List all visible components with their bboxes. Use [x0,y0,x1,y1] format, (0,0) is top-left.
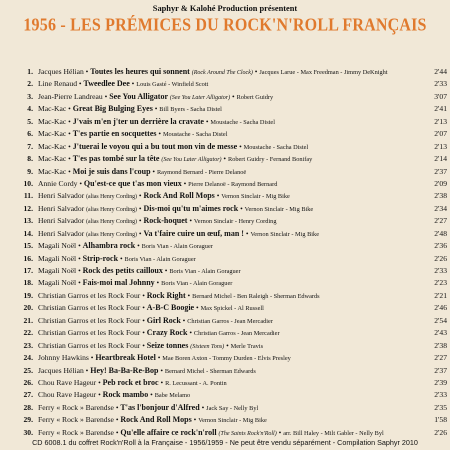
track-row [5,302,447,314]
track-authors: Moustache - Sacha Distel [162,131,228,139]
track-duration: 2'39 [434,377,447,387]
track-number: 16. [23,253,33,263]
track-number: 10. [23,178,33,188]
track-number: 20. [23,303,33,313]
track-number: 27. [23,390,33,400]
track-title: Rock And Roll Mops [143,191,215,201]
track-artist: Jean-Pierre Landreau [38,91,103,101]
track-artist: Annie Cordy [38,178,78,188]
track-duration: 2'38 [434,191,447,201]
track-title: Alhambra rock [82,241,136,251]
track-title: Tweedlee Dee [83,79,130,89]
track-info: Johnny Hawkins • Heartbreak Hotel • Mae Boren Axton - Tommy Durden - Elvis Presley [38,353,291,363]
track-authors: Vernon Sinclair - Henry Cording [193,218,277,226]
track-artist: Henri Salvador [38,191,85,201]
track-info: Jacques Hélian • Hey! Ba-Ba-Re-Bop • Bernard Michel - Sherman Edwards [38,365,256,375]
artist-alias: (alias Henry Cording) [86,194,137,201]
track-number: 8. [27,154,33,164]
artist-alias: (alias Henry Cording) [86,231,137,238]
track-duration: 2'26 [434,427,447,437]
track-authors: R. Lecussant - A. Pontin [165,379,227,387]
track-title: Crazy Rock [146,328,188,338]
track-artist: Jacques Hélian [38,365,84,375]
track-number: 21. [23,315,33,325]
track-row [5,203,447,215]
track-row [5,215,447,227]
track-info: Ferry « Rock » Barendse • T'as l'bonjour d'Alfred • Jack Say - Nelly Byl [38,402,259,412]
track-row [5,365,447,377]
track-row [5,277,447,289]
track-title: Strip-rock [82,253,119,263]
track-authors: Moustache - Sacha Distel [243,143,309,151]
track-authors: Vernon Sinclair - Mig Bike [221,193,290,201]
track-number: 15. [23,241,33,251]
track-duration: 3'07 [434,91,447,101]
track-info: Christian Garros et les Rock Four • A-B-C Boogie • Max Spickel - Al Russell [38,303,264,313]
track-row [5,377,447,389]
track-authors: Vernon Sinclair - Mig Bike [244,205,314,213]
track-artist: Henri Salvador [38,216,85,226]
track-authors: Bernard Michel - Sherman Edwards [164,367,256,375]
track-number: 13. [23,216,33,226]
original-title: (See You Later Alligator) [169,94,231,101]
track-info: Christian Garros et les Rock Four • Seize tonnes (Sixteen Tons) • Merle Travis [38,340,264,350]
track-duration: 2'26 [434,253,447,263]
track-info: Mac-Kac • J'vais m'en j'ter un derrière la cravate • Moustache - Sacha Distel [38,116,275,126]
track-number: 17. [23,266,33,275]
track-row [5,153,447,165]
track-title: T'es pas tombé sur la tête [72,154,160,164]
track-info: Ferry « Rock » Barendse • Qu'elle affaire ce rock'n'roll (The Saints Rock'n'Roll) • arr. Bill Haley - Milt Gabler - Nelly Byl [38,427,384,437]
track-row [5,128,447,140]
track-duration: 2'27 [434,216,447,226]
track-duration: 2'13 [434,116,447,126]
track-info: Henri Salvador (alias Henry Cording) • Rock And Roll Mops • Vernon Sinclair - Mig Bike [38,191,290,201]
track-authors: Vernon Sinclair - Mig Bike [198,417,267,425]
track-duration: 2'41 [434,104,447,114]
track-duration: 2'46 [434,303,447,313]
track-artist: Magali Noël [38,278,77,288]
track-row [5,340,447,352]
track-authors: Christian Garros - Jean Mercadier [187,317,273,325]
track-duration: 2'27 [434,353,447,363]
track-duration: 2'21 [434,290,447,300]
track-info: Mac-Kac • T'es partie en socquettes • Moustache - Sacha Distel [38,129,228,139]
track-title: Rock des petits cailloux [82,266,163,275]
track-artist: Jacques Hélian [38,67,84,76]
track-number: 29. [23,415,33,425]
track-artist: Mac-Kac [38,154,67,164]
track-artist: Magali Noël [38,241,77,251]
track-number: 12. [23,203,33,213]
track-number: 18. [23,278,33,288]
track-duration: 2'48 [434,228,447,238]
track-title: T'as l'bonjour d'Alfred [120,402,200,412]
track-duration: 2'14 [434,154,447,164]
album-title: 1956 - LES PRÉMICES DU ROCK'N'ROLL FRANÇAIS [23,15,427,36]
track-authors: Louis Gasté - Winfield Scott [136,81,209,89]
track-title: Heartbreak Hotel [95,353,156,363]
track-number: 1. [27,67,33,76]
original-title: (Sixteen Tons) [190,343,225,350]
track-authors: Bill Byers - Sacha Distel [159,106,222,114]
track-duration: 2'33 [434,390,447,400]
track-title: Great Big Bulging Eyes [72,104,153,114]
track-row [5,414,447,426]
track-number: 22. [23,328,33,338]
track-artist: Chou Rave Hageur [38,377,97,387]
track-info: Ferry « Rock » Barendse • Rock And Roll Mops • Vernon Sinclair - Mig Bike [38,415,267,425]
track-artist: Christian Garros et les Rock Four [38,315,141,325]
track-row [5,66,447,78]
track-artist: Magali Noël [38,266,77,275]
producer-credit: Saphyr & Kalohé Production présentent [152,4,298,13]
track-row [5,166,447,178]
track-authors: Boris Vian - Alain Goraguer [141,243,213,251]
track-number: 24. [23,353,33,363]
track-title: Qu'elle affaire ce rock'n'roll [120,427,217,437]
track-number: 5. [27,116,33,126]
track-duration: 2'23 [434,278,447,288]
track-authors: Boris Vian - Alain Goraguer [161,280,233,288]
track-number: 2. [27,79,33,89]
track-title: T'es partie en socquettes [72,129,157,139]
track-row [5,91,447,103]
track-title: A-B-C Boogie [146,303,195,313]
track-number: 3. [27,91,33,101]
track-duration: 2'07 [434,129,447,139]
track-authors: Pierre Delanoë - Raymond Bernard [188,180,278,188]
track-info: Jacques Hélian • Toutes les heures qui sonnent (Rock Around The Clock) • Jacques Larue - Max Freedman - Jimmy DeKnight [38,67,388,76]
track-title: Toutes les heures qui sonnent [90,67,190,76]
track-artist: Christian Garros et les Rock Four [38,303,141,313]
track-duration: 2'36 [434,241,447,251]
track-artist: Christian Garros et les Rock Four [38,290,141,300]
track-authors: arr. Bill Haley - Milt Gabler - Nelly Byl [283,429,384,437]
track-info: Magali Noël • Strip-rock • Boris Vian - Alain Goraguer [38,253,196,263]
track-row [5,190,447,202]
track-authors: Jacques Larue - Max Freedman - Jimmy DeKnight [259,69,388,76]
original-title: (Rock Around The Clock) [191,70,253,76]
original-title: (See You Later Alligator) [161,157,222,164]
track-duration: 2'33 [434,79,447,89]
track-number: 7. [27,141,33,151]
track-duration: 1'58 [434,415,447,425]
track-row [5,402,447,414]
track-row [5,141,447,153]
track-info: Henri Salvador (alias Henry Cording) • Va t'faire cuire un œuf, man ! • Vernon Sinclair - Mig Bike [38,228,319,238]
track-artist: Johnny Hawkins [38,353,89,363]
track-duration: 2'35 [434,402,447,412]
track-title: Fais-moi mal Johnny [82,278,155,288]
track-duration: 2'33 [434,266,447,275]
artist-alias: (alias Henry Cording) [86,219,137,226]
track-info: Henri Salvador (alias Henry Cording) • Rock-hoquet • Vernon Sinclair - Henry Cording [38,216,277,226]
footer-note: CD 6008.1 du coffret Rock'n'Roll à la Française - 1956/1959 - Ne peut être vendu séparément - Compilation Saphyr 2010 [32,438,418,447]
track-title: Rock And Roll Mops [120,415,192,425]
track-info: Mac-Kac • J'tuerai le voyou qui a bu tout mon vin de messe • Moustache - Sacha Distel [38,141,309,151]
track-info: Mac-Kac • T'es pas tombé sur la tête (See You Later Alligator) • Robert Guidry - Fernand Bonifay [38,154,313,164]
track-row [5,240,447,252]
track-title: J'vais m'en j'ter un derrière la cravate [72,116,204,126]
track-authors: Boris Vian - Alain Goraguer [124,255,196,263]
track-number: 25. [23,365,33,375]
original-title: (The Saints Rock'n'Roll) [218,430,277,437]
track-info: Magali Noël • Rock des petits cailloux • Boris Vian - Alain Goraguer [38,266,241,275]
artist-alias: (alias Henry Cording) [86,206,137,213]
track-row [5,290,447,302]
track-info: Christian Garros et les Rock Four • Girl Rock • Christian Garros - Jean Mercadier [38,315,273,325]
track-row [5,103,447,115]
track-number: 28. [23,402,33,412]
track-artist: Magali Noël [38,253,77,263]
track-duration: 2'09 [434,178,447,188]
track-list [5,66,447,439]
track-artist: Ferry « Rock » Barendse [38,415,114,425]
track-info: Magali Noël • Fais-moi mal Johnny • Boris Vian - Alain Goraguer [38,278,233,288]
track-artist: Henri Salvador [38,228,85,238]
track-authors: Max Spickel - Al Russell [200,305,264,313]
track-authors: Raymond Bernard - Pierre Delanoë [156,168,247,176]
track-info: Mac-Kac • Moi je suis dans l'coup • Raymond Bernard - Pierre Delanoë [38,166,247,176]
track-number: 9. [27,166,33,176]
track-info: Henri Salvador (alias Henry Cording) • Dis-moi qu'tu m'aimes rock • Vernon Sinclair - Mig Bike [38,203,314,213]
track-number: 23. [23,340,33,350]
track-artist: Ferry « Rock » Barendse [38,427,114,437]
track-duration: 2'37 [434,166,447,176]
track-duration: 2'13 [434,141,447,151]
track-title: Va t'faire cuire un œuf, man ! [143,228,244,238]
track-artist: Mac-Kac [38,166,67,176]
track-title: Dis-moi qu'tu m'aimes rock [143,203,239,213]
track-duration: 2'44 [434,67,447,76]
track-artist: Henri Salvador [38,203,85,213]
track-title: Qu'est-ce que t'as mon vieux [83,178,182,188]
track-number: 26. [23,377,33,387]
track-artist: Mac-Kac [38,116,67,126]
track-authors: Merle Travis [230,342,264,350]
track-number: 30. [23,427,33,437]
track-title: Girl Rock [146,315,181,325]
track-title: Rock Right [146,290,186,300]
track-row [5,265,447,277]
track-artist: Chou Rave Hageur [38,390,97,400]
track-authors: Bernard Michel - Ben Raleigh - Sherman Edwards [192,292,320,300]
track-info: Chou Rave Hageur • Rock mambo • Babe Melamo [38,390,191,400]
track-artist: Line Renaud [38,79,78,89]
track-title: Moi je suis dans l'coup [72,166,151,176]
track-artist: Christian Garros et les Rock Four [38,340,141,350]
track-info: Mac-Kac • Great Big Bulging Eyes • Bill Byers - Sacha Distel [38,104,222,114]
track-row [5,315,447,327]
track-title: Rock-hoquet [143,216,188,226]
track-title: See You Alligator [109,91,169,101]
track-info: Christian Garros et les Rock Four • Rock Right • Bernard Michel - Ben Raleigh - Sherman Edwards [38,290,320,300]
track-artist: Mac-Kac [38,104,67,114]
track-number: 6. [27,129,33,139]
track-title: Hey! Ba-Ba-Re-Bop [90,365,159,375]
track-duration: 2'37 [434,365,447,375]
track-info: Magali Noël • Alhambra rock • Boris Vian - Alain Goraguer [38,241,213,251]
track-duration: 2'34 [434,203,447,213]
track-duration: 2'54 [434,315,447,325]
track-info: Chou Rave Hageur • Peb rock et broc • R. Lecussant - A. Pontin [38,377,227,387]
track-row [5,253,447,265]
track-authors: Babe Melamo [154,392,191,400]
track-artist: Mac-Kac [38,141,67,151]
track-row [5,178,447,190]
track-row [5,78,447,90]
track-title: Seize tonnes [146,340,189,350]
track-authors: Mae Boren Axton - Tommy Durden - Elvis Presley [162,355,291,363]
track-info: Christian Garros et les Rock Four • Crazy Rock • Christian Garros - Jean Mercadier [38,328,280,338]
track-title: J'tuerai le voyou qui a bu tout mon vin de messe [72,141,238,151]
track-artist: Mac-Kac [38,129,67,139]
track-authors: Moustache - Sacha Distel [210,118,275,126]
track-row [5,228,447,240]
track-artist: Ferry « Rock » Barendse [38,402,114,412]
track-info: Annie Cordy • Qu'est-ce que t'as mon vieux • Pierre Delanoë - Raymond Bernard [38,178,278,188]
track-title: Rock mambo [102,390,149,400]
track-number: 11. [23,191,33,201]
track-authors: Boris Vian - Alain Goraguer [169,268,241,275]
track-row [5,327,447,339]
track-artist: Christian Garros et les Rock Four [38,328,141,338]
track-duration: 2'43 [434,328,447,338]
track-number: 19. [23,290,33,300]
track-authors: Robert Guidry - Fernand Bonifay [228,156,313,164]
track-authors: Robert Guidry [236,93,274,101]
track-row [5,389,447,401]
track-authors: Christian Garros - Jean Mercadier [193,330,280,338]
track-number: 14. [23,228,33,238]
track-row [5,352,447,364]
track-info: Jean-Pierre Landreau • See You Alligator (See You Later Alligator) • Robert Guidry [38,91,274,101]
track-authors: Vernon Sinclair - Mig Bike [250,230,319,238]
track-authors: Jack Say - Nelly Byl [206,404,259,412]
track-duration: 2'38 [434,340,447,350]
track-number: 4. [27,104,33,114]
track-title: Peb rock et broc [102,377,159,387]
track-row [5,116,447,128]
track-info: Line Renaud • Tweedlee Dee • Louis Gasté - Winfield Scott [38,79,209,89]
